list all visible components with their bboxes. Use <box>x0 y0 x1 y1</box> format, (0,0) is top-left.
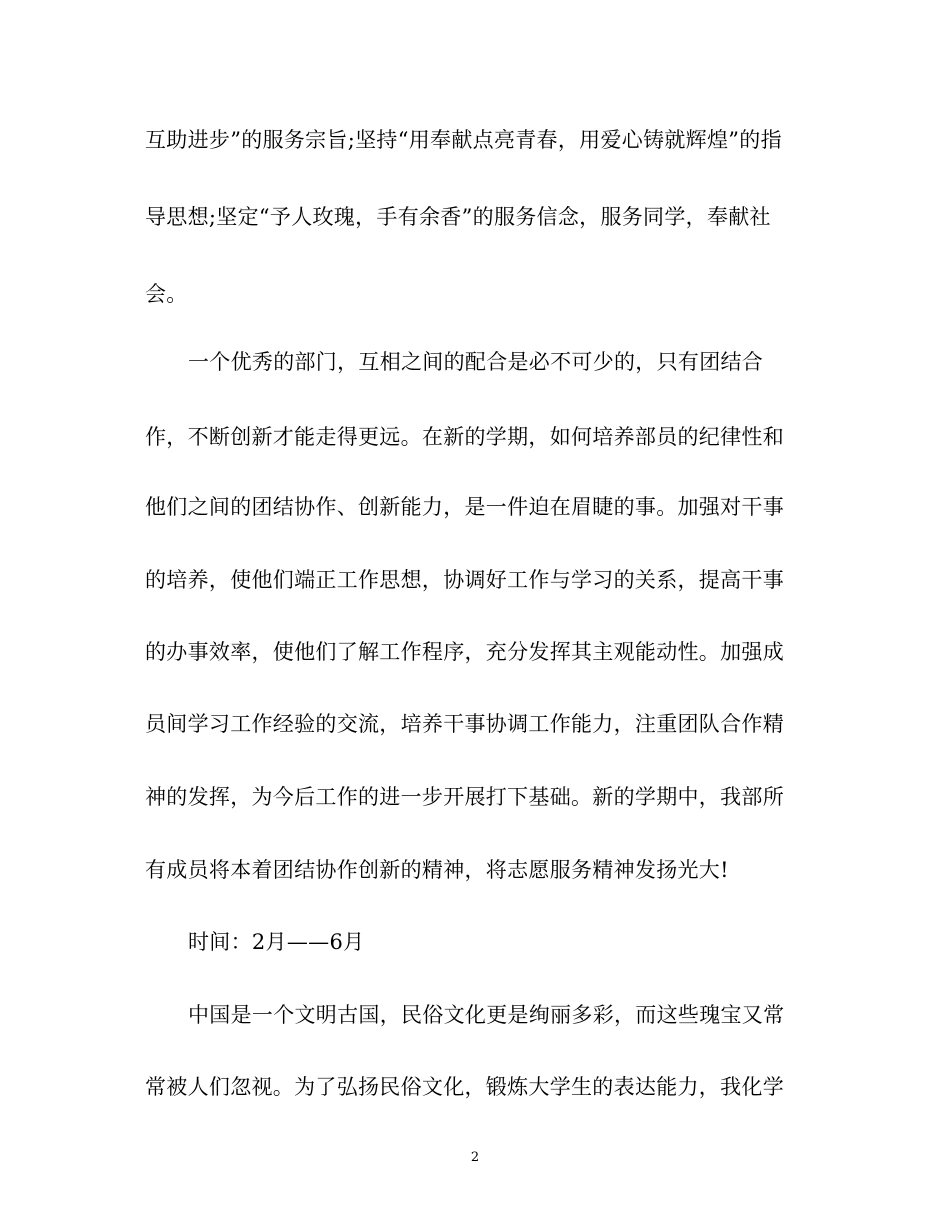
text-line: 员间学习工作经验的交流，培养干事协调工作能力，注重团队合作精 <box>145 712 784 736</box>
page-number: 2 <box>470 1150 480 1165</box>
text-line: 常被人们忽视。为了弘扬民俗文化，锻炼大学生的表达能力，我化学 <box>145 1075 784 1099</box>
text-line: 会。 <box>145 282 188 306</box>
text-line: 他们之间的团结协作、创新能力，是一件迫在眉睫的事。加强对干事 <box>145 495 784 519</box>
text-line: 时间：2月——6月 <box>188 930 365 954</box>
text-line: 神的发挥，为今后工作的进一步开展打下基础。新的学期中，我部所 <box>145 785 784 809</box>
text-line: 的办事效率，使他们了解工作程序，充分发挥其主观能动性。加强成 <box>145 640 784 664</box>
text-line: 作，不断创新才能走得更远。在新的学期，如何培养部员的纪律性和 <box>145 425 784 449</box>
text-line: 中国是一个文明古国，民俗文化更是绚丽多彩，而这些瑰宝又常 <box>188 1003 785 1027</box>
text-line: 互助进步”的服务宗旨;坚持“用奉献点亮青春，用爱心铸就辉煌”的指 <box>145 128 782 152</box>
text-line: 导思想;坚定“予人玫瑰，手有余香”的服务信念，服务同学，奉献社 <box>145 205 771 229</box>
text-line: 的培养，使他们端正工作思想，协调好工作与学习的关系，提高干事 <box>145 568 784 592</box>
text-line: 一个优秀的部门，互相之间的配合是必不可少的，只有团结合 <box>188 350 764 374</box>
text-line: 有成员将本着团结协作创新的精神，将志愿服务精神发扬光大! <box>145 858 729 882</box>
